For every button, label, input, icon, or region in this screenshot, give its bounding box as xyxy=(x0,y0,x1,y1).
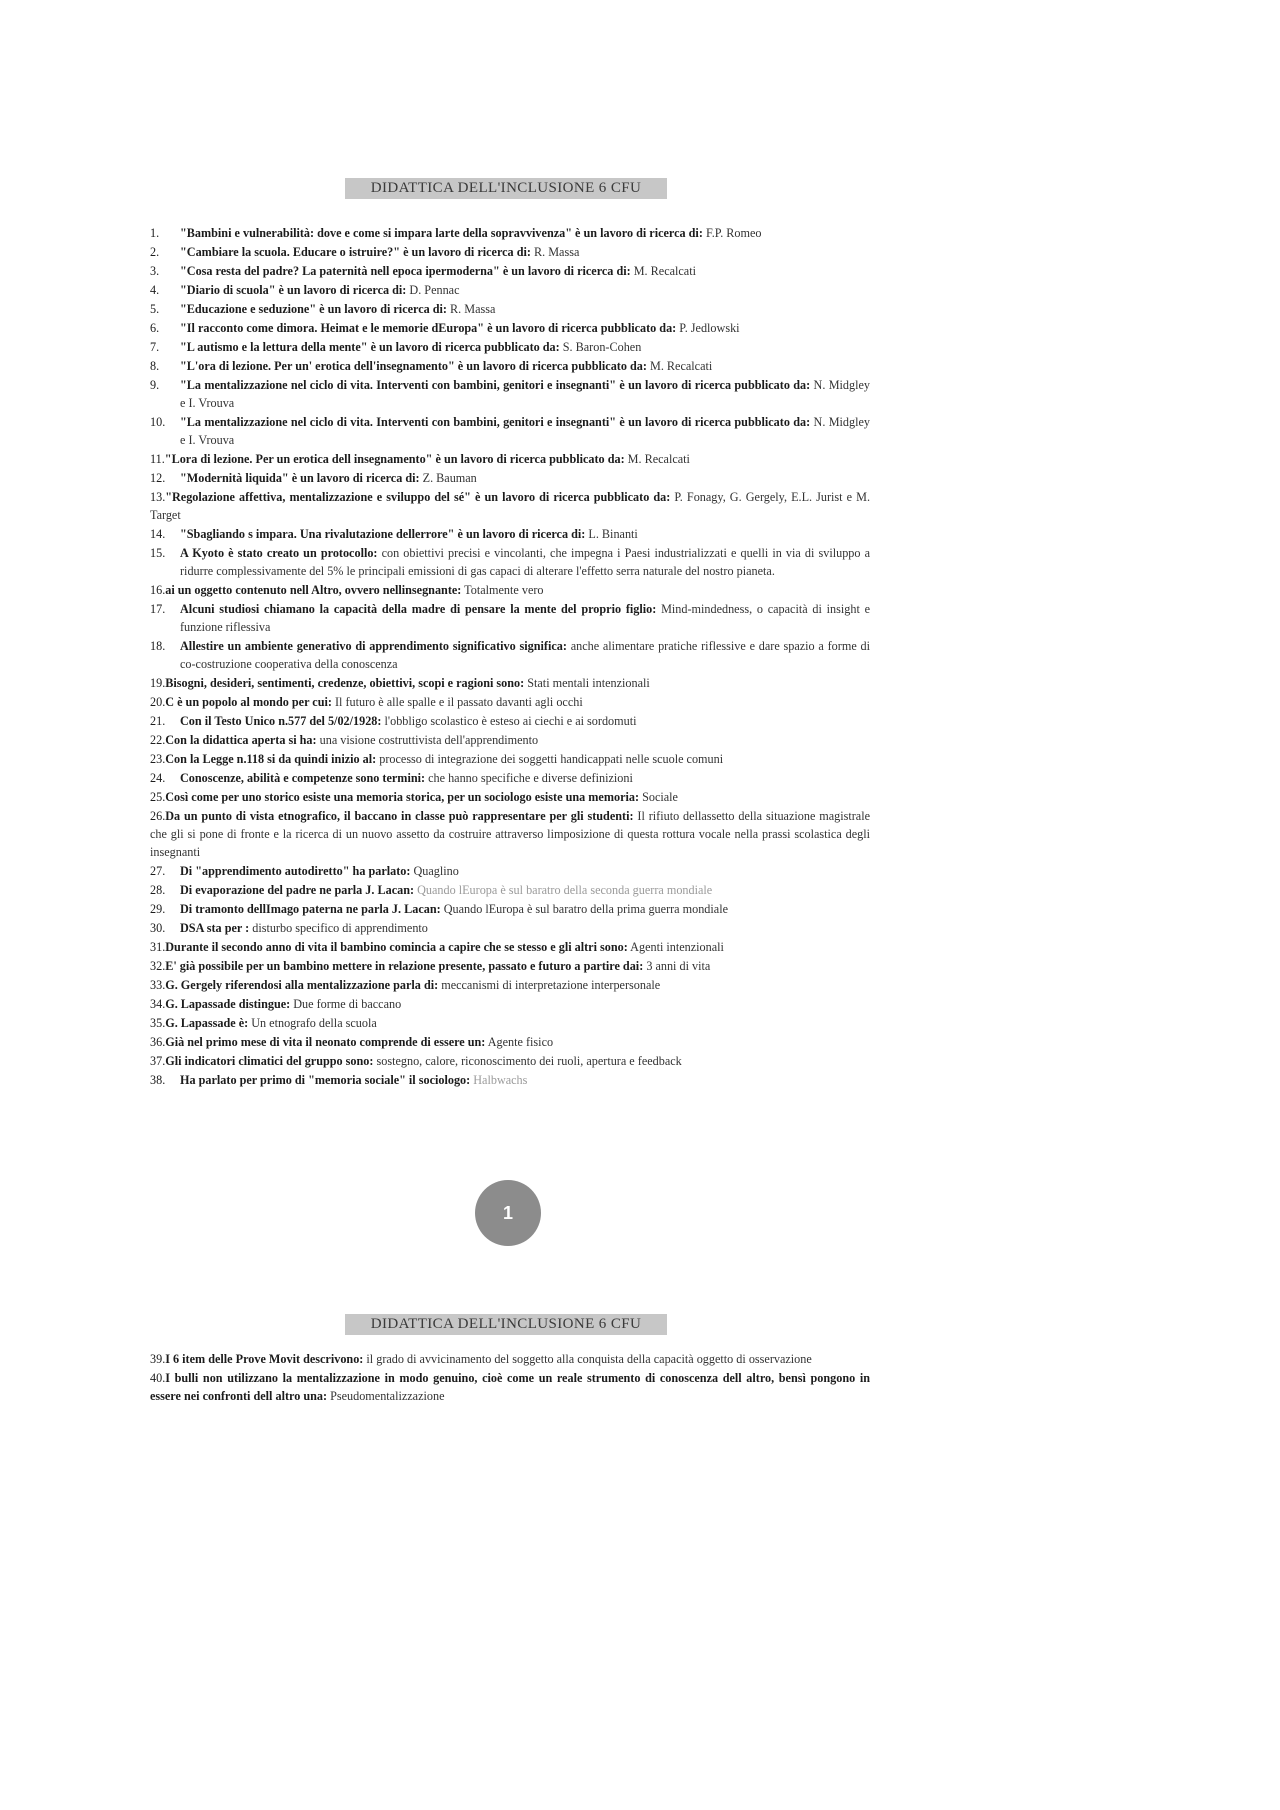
question-item xyxy=(150,243,870,261)
question-number: 32. xyxy=(150,959,166,973)
question-number: 39. xyxy=(150,1352,166,1366)
answer-text: Un etnografo della scuola xyxy=(251,1016,377,1030)
question-item xyxy=(150,1033,870,1051)
question-text: Con il Testo Unico n.577 del 5/02/1928: xyxy=(180,714,382,728)
question-text: I 6 item delle Prove Movit descrivono: xyxy=(165,1352,364,1366)
question-item xyxy=(150,731,870,749)
question-text: "L autismo e la lettura della mente" è un lavoro di ricerca pubblicato da: xyxy=(180,340,560,354)
question-text: "L'ora di lezione. Per un' erotica dell'insegnamento" è un lavoro di ricerca pubblicato da: xyxy=(180,359,647,373)
answer-text: sostegno, calore, riconoscimento dei ruoli, apertura e feedback xyxy=(376,1054,682,1068)
question-text: Di tramonto dellImago paterna ne parla J. Lacan: xyxy=(180,902,441,916)
question-text: C è un popolo al mondo per cui: xyxy=(165,695,332,709)
question-number: 31. xyxy=(150,940,166,954)
question-item xyxy=(150,338,870,356)
question-item xyxy=(150,900,870,918)
answer-text: R. Massa xyxy=(533,245,580,259)
answer-text: Agente fisico xyxy=(487,1035,554,1049)
question-item xyxy=(150,376,870,412)
question-item xyxy=(150,995,870,1013)
question-text: "Lora di lezione. Per un erotica dell insegnamento" è un lavoro di ricerca pubblicato da: xyxy=(164,452,625,466)
question-text: Da un punto di vista etnografico, il baccano in classe può rappresentare per gli studenti: xyxy=(165,809,634,823)
question-list xyxy=(150,1350,870,1405)
question-item xyxy=(150,788,870,806)
question-item xyxy=(150,450,870,468)
question-item xyxy=(150,1014,870,1032)
answer-text: Stati mentali intenzionali xyxy=(527,676,650,690)
answer-text: l'obbligo scolastico è esteso ai ciechi e ai sordomuti xyxy=(384,714,637,728)
question-text: G. Gergely riferendosi alla mentalizzazione parla di: xyxy=(165,978,439,992)
answer-text: 3 anni di vita xyxy=(646,959,711,973)
question-text: ai un oggetto contenuto nell Altro, ovvero nellinsegnante: xyxy=(165,583,462,597)
question-text: "Diario di scuola" è un lavoro di ricerca di: xyxy=(180,283,407,297)
question-text: Con la didattica aperta si ha: xyxy=(165,733,317,747)
question-item xyxy=(150,357,870,375)
question-item xyxy=(150,262,870,280)
answer-text: Il futuro è alle spalle e il passato davanti agli occhi xyxy=(334,695,583,709)
question-number: 23. xyxy=(150,752,166,766)
answer-text: Pseudomentalizzazione xyxy=(330,1389,445,1403)
answer-text: L. Binanti xyxy=(588,527,638,541)
question-text: "Sbagliando s impara. Una rivalutazione dellerrore" è un lavoro di ricerca di: xyxy=(180,527,586,541)
question-number: 15. xyxy=(150,546,166,560)
question-number: 1. xyxy=(150,226,160,240)
question-number: 36. xyxy=(150,1035,166,1049)
question-text: E' già possibile per un bambino mettere in relazione presente, passato e futuro a partire dai: xyxy=(165,959,644,973)
question-item xyxy=(150,862,870,880)
question-item xyxy=(150,637,870,673)
question-number: 9. xyxy=(150,378,160,392)
question-item xyxy=(150,488,870,524)
answer-text: disturbo specifico di apprendimento xyxy=(252,921,428,935)
question-item xyxy=(150,544,870,580)
question-number: 33. xyxy=(150,978,166,992)
question-item xyxy=(150,881,870,899)
question-text: Alcuni studiosi chiamano la capacità della madre di pensare la mente del proprio figlio: xyxy=(180,602,657,616)
question-item xyxy=(150,319,870,337)
question-number: 3. xyxy=(150,264,160,278)
question-text: Di "apprendimento autodiretto" ha parlato: xyxy=(180,864,411,878)
answer-text: Quando lEuropa è sul baratro della prima guerra mondiale xyxy=(443,902,728,916)
question-number: 11. xyxy=(150,452,165,466)
answer-text: con obiettivi precisi e vincolanti, che impegna i Paesi industrializzati e quelli in via di sviluppo a ridurre complessivamente del 5% le principali emissioni di gas capaci di alterare l'effetto serra naturale del nostro pianeta. xyxy=(180,546,871,578)
answer-text: M. Recalcati xyxy=(627,452,690,466)
question-number: 4. xyxy=(150,283,160,297)
question-number: 27. xyxy=(150,864,166,878)
question-number: 25. xyxy=(150,790,166,804)
answer-text: Agenti intenzionali xyxy=(630,940,724,954)
answer-text: M. Recalcati xyxy=(650,359,713,373)
question-item xyxy=(150,976,870,994)
answer-text: D. Pennac xyxy=(409,283,460,297)
question-item xyxy=(150,674,870,692)
question-text: "La mentalizzazione nel ciclo di vita. Interventi con bambini, genitori e insegnanti" è un lavoro di ricerca pubblicato da: xyxy=(180,415,811,429)
answer-text: S. Baron-Cohen xyxy=(562,340,642,354)
question-number: 29. xyxy=(150,902,166,916)
question-item xyxy=(150,807,870,861)
question-item xyxy=(150,769,870,787)
answer-text: Mind-mindedness, o capacità di insight e funzione riflessiva xyxy=(180,602,871,634)
question-text: Conoscenze, abilità e competenze sono termini: xyxy=(180,771,426,785)
question-text: "Bambini e vulnerabilità: dove e come si impara larte della sopravvivenza" è un lavoro di ricerca di: xyxy=(180,226,703,240)
answer-text: P. Fonagy, G. Gergely, E.L. Jurist e M. Target xyxy=(150,490,870,522)
question-text: I bulli non utilizzano la mentalizzazione in modo genuino, cioè come un reale strumento di conoscenza dell altro, bensì pongono in essere nei confronti dell altro una: xyxy=(150,1371,870,1403)
question-item xyxy=(150,600,870,636)
question-number: 17. xyxy=(150,602,166,616)
answer-text: processo di integrazione dei soggetti handicappati nelle scuole comuni xyxy=(379,752,724,766)
answer-text: P. Jedlowski xyxy=(679,321,740,335)
question-text: Con la Legge n.118 si da quindi inizio al: xyxy=(165,752,377,766)
question-text: Durante il secondo anno di vita il bambino comincia a capire che se stesso e gli altri sono: xyxy=(165,940,628,954)
answer-text: Due forme di baccano xyxy=(293,997,402,1011)
question-item xyxy=(150,1369,870,1405)
answer-text: Quando lEuropa è sul baratro della seconda guerra mondiale xyxy=(417,883,713,897)
question-text: G. Lapassade distingue: xyxy=(165,997,291,1011)
answer-text: R. Massa xyxy=(450,302,496,316)
question-number: 20. xyxy=(150,695,166,709)
question-number: 22. xyxy=(150,733,166,747)
answer-text: il grado di avvicinamento del soggetto alla conquista della capacità oggetto di osservazione xyxy=(366,1352,812,1366)
question-number: 28. xyxy=(150,883,166,897)
question-text: Gli indicatori climatici del gruppo sono: xyxy=(165,1054,374,1068)
answer-text: Z. Bauman xyxy=(422,471,477,485)
question-number: 2. xyxy=(150,245,160,259)
question-text: Bisogni, desideri, sentimenti, credenze, obiettivi, scopi e ragioni sono: xyxy=(165,676,525,690)
question-number: 35. xyxy=(150,1016,166,1030)
page-header-title: DIDATTICA DELL'INCLUSIONE 6 CFU xyxy=(345,178,667,199)
question-item xyxy=(150,1052,870,1070)
question-number: 8. xyxy=(150,359,160,373)
question-text: Già nel primo mese di vita il neonato comprende di essere un: xyxy=(165,1035,486,1049)
question-text: DSA sta per : xyxy=(180,921,250,935)
question-number: 26. xyxy=(150,809,166,823)
question-item xyxy=(150,1071,870,1089)
question-number: 14. xyxy=(150,527,166,541)
question-number: 21. xyxy=(150,714,166,728)
question-number: 5. xyxy=(150,302,160,316)
question-list-page-1 xyxy=(150,224,870,1090)
answer-text: Sociale xyxy=(642,790,678,804)
question-item xyxy=(150,300,870,318)
question-number: 30. xyxy=(150,921,166,935)
answer-text: che hanno specifiche e diverse definizioni xyxy=(428,771,633,785)
answer-text: una visione costruttivista dell'apprendimento xyxy=(319,733,539,747)
question-item xyxy=(150,938,870,956)
question-number: 24. xyxy=(150,771,166,785)
question-text: "Cosa resta del padre? La paternità nell epoca ipermoderna" è un lavoro di ricerca di: xyxy=(180,264,631,278)
question-item xyxy=(150,957,870,975)
question-text: A Kyoto è stato creato un protocollo: xyxy=(180,546,378,560)
question-number: 16. xyxy=(150,583,166,597)
question-text: "Cambiare la scuola. Educare o istruire?" è un lavoro di ricerca di: xyxy=(180,245,531,259)
answer-text: Totalmente vero xyxy=(464,583,544,597)
answer-text: anche alimentare pratiche riflessive e dare spazio a forme di co-costruzione cooperativa della conoscenza xyxy=(180,639,870,671)
question-item xyxy=(150,919,870,937)
question-number: 7. xyxy=(150,340,160,354)
question-number: 18. xyxy=(150,639,166,653)
question-number: 12. xyxy=(150,471,166,485)
question-list-page-2 xyxy=(150,1350,870,1406)
question-number: 10. xyxy=(150,415,166,429)
question-text: "Il racconto come dimora. Heimat e le memorie dEuropa" è un lavoro di ricerca pubblicato da: xyxy=(180,321,677,335)
question-item xyxy=(150,581,870,599)
question-item xyxy=(150,750,870,768)
question-item xyxy=(150,1350,870,1368)
question-number: 13. xyxy=(150,490,166,504)
question-text: "Educazione e seduzione" è un lavoro di ricerca di: xyxy=(180,302,447,316)
page-number-badge: 1 xyxy=(475,1180,541,1246)
question-text: Ha parlato per primo di "memoria sociale" il sociologo: xyxy=(180,1073,471,1087)
question-number: 6. xyxy=(150,321,160,335)
question-item xyxy=(150,525,870,543)
answer-text: Halbwachs xyxy=(473,1073,528,1087)
question-number: 38. xyxy=(150,1073,166,1087)
question-number: 34. xyxy=(150,997,166,1011)
question-item xyxy=(150,693,870,711)
question-text: "La mentalizzazione nel ciclo di vita. Interventi con bambini, genitori e insegnanti" è un lavoro di ricerca pubblicato da: xyxy=(180,378,811,392)
question-text: G. Lapassade è: xyxy=(165,1016,249,1030)
question-text: "Modernità liquida" è un lavoro di ricerca di: xyxy=(180,471,420,485)
question-item xyxy=(150,413,870,449)
question-text: Così come per uno storico esiste una memoria storica, per un sociologo esiste una memoria: xyxy=(165,790,640,804)
question-item xyxy=(150,224,870,242)
answer-text: Quaglino xyxy=(413,864,459,878)
question-number: 40. xyxy=(150,1371,166,1385)
page-header-title-2: DIDATTICA DELL'INCLUSIONE 6 CFU xyxy=(345,1314,667,1335)
question-item xyxy=(150,281,870,299)
question-text: "Regolazione affettiva, mentalizzazione e sviluppo del sé" è un lavoro di ricerca pubblicato da: xyxy=(165,490,671,504)
answer-text: N. Midgley e I. Vrouva xyxy=(180,415,870,447)
question-number: 37. xyxy=(150,1054,166,1068)
question-text: Di evaporazione del padre ne parla J. Lacan: xyxy=(180,883,415,897)
answer-text: F.P. Romeo xyxy=(705,226,762,240)
answer-text: M. Recalcati xyxy=(633,264,696,278)
question-text: Allestire un ambiente generativo di apprendimento significativo significa: xyxy=(180,639,567,653)
question-item xyxy=(150,469,870,487)
answer-text: Il rifiuto dellassetto della situazione magistrale che gli si pone di fronte e la ricerca di un nuovo assetto da costruire attraverso limposizione di questa rottura vocale nella prassi scolastica degli insegnanti xyxy=(150,809,870,859)
question-list xyxy=(150,224,870,1089)
answer-text: N. Midgley e I. Vrouva xyxy=(180,378,870,410)
question-number: 19. xyxy=(150,676,166,690)
answer-text: meccanismi di interpretazione interpersonale xyxy=(441,978,661,992)
question-item xyxy=(150,712,870,730)
